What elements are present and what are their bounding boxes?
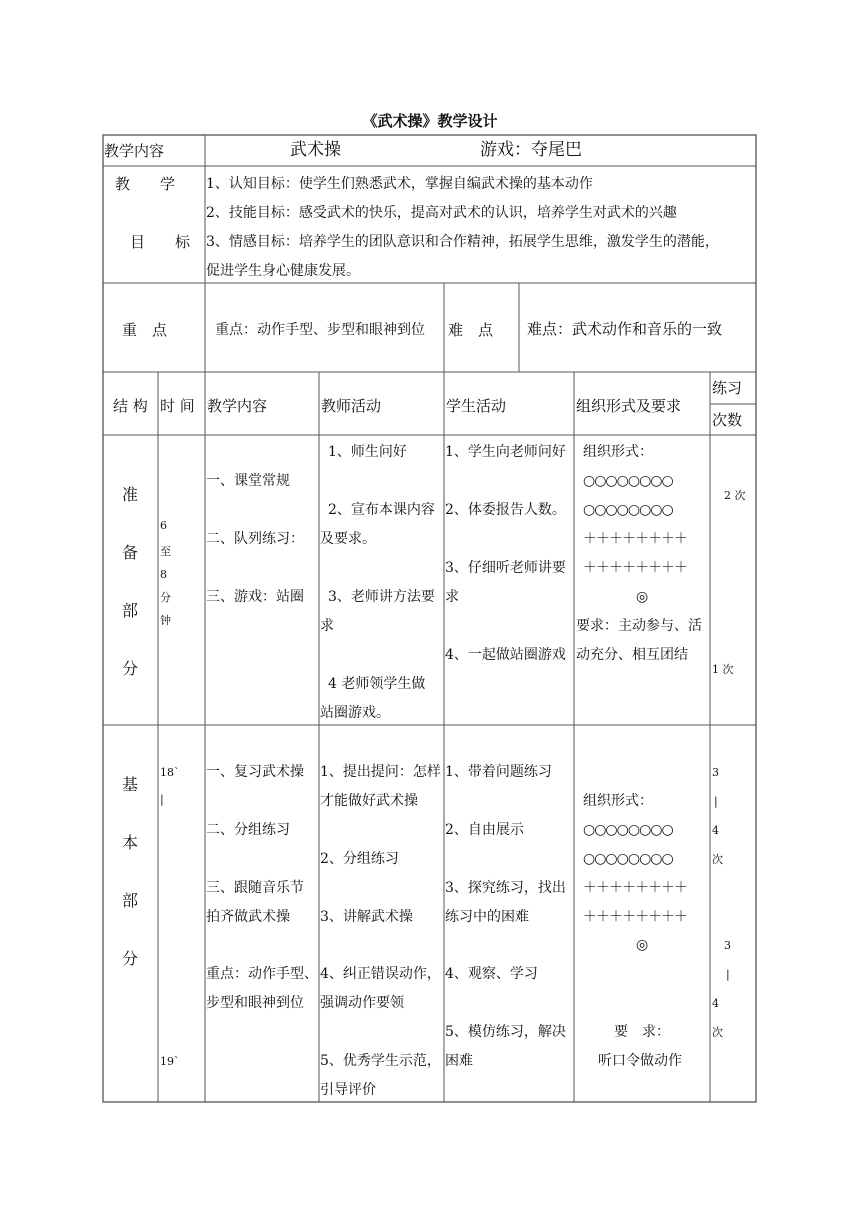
prep-teacher: 站圈游戏。 — [320, 705, 390, 721]
basic-content: 二、分组练习 — [206, 822, 290, 838]
document-title: 《武术操》教学设计 — [362, 112, 498, 130]
prep-student: 4、一起做站圈游戏 — [445, 647, 566, 663]
basic-practice: 次 — [712, 853, 723, 866]
basic-practice: 3 — [724, 939, 731, 952]
basic-teacher: 2、分组练习 — [320, 851, 399, 867]
header-teacher: 教师活动 — [321, 397, 382, 415]
basic-content: 一、复习武术操 — [206, 764, 304, 780]
basic-org: 要 求： — [614, 1024, 670, 1040]
prep-practice: 2 次 — [724, 489, 746, 502]
prep-time: 6 — [160, 519, 167, 532]
header-structure: 结 构 — [113, 397, 148, 415]
basic-org-formation: ＋＋＋＋＋＋＋＋ — [583, 880, 687, 896]
basic-teacher: 才能做好武术操 — [320, 793, 418, 809]
prep-org-formation: ＋＋＋＋＋＋＋＋ — [583, 560, 687, 576]
prep-org: 组织形式： — [583, 444, 653, 460]
basic-practice: | — [726, 968, 730, 981]
difficulty-point: 难点：武术动作和音乐的一致 — [527, 320, 723, 338]
prep-time: 至 — [160, 545, 171, 558]
prep-student: 1、学生向老师问好 — [445, 444, 566, 460]
basic-content: 重点：动作手型、 — [206, 966, 318, 982]
basic-student: 困难 — [445, 1053, 473, 1069]
prep-content: 二、队列练习： — [206, 531, 304, 547]
basic-teacher: 3、讲解武术操 — [320, 909, 413, 925]
basic-org-formation: ○○○○○○○○ — [583, 822, 673, 838]
basic-student: 1、带着问题练习 — [445, 764, 552, 780]
basic-practice: | — [714, 795, 718, 808]
prep-teacher: 3、老师讲方法要 — [328, 589, 435, 605]
basic-teacher: 强调动作要领 — [320, 995, 404, 1011]
section-prep: 准 备 部 分 — [121, 485, 138, 678]
basic-time: 19` — [160, 1055, 180, 1068]
header-org: 组织形式及要求 — [576, 397, 682, 415]
basic-content: 步型和眼神到位 — [206, 995, 304, 1011]
header-practice-b: 次数 — [712, 411, 743, 429]
goals-label-a: 教 学 — [115, 175, 176, 193]
teacher-position-marker: ◎ — [636, 589, 649, 605]
prep-teacher: 2、宣布本课内容 — [328, 502, 435, 518]
basic-org: 组织形式： — [583, 793, 653, 809]
prep-org-formation: ○○○○○○○○ — [583, 473, 673, 489]
prep-org: 要求：主动参与、活 — [576, 618, 702, 634]
prep-student: 2、体委报告人数。 — [445, 502, 566, 518]
header-student: 学生活动 — [446, 397, 507, 415]
section-basic: 基 本 部 分 — [121, 775, 138, 968]
prep-practice: 1 次 — [712, 663, 734, 676]
basic-content: 拍齐做武术操 — [206, 909, 290, 925]
prep-student: 求 — [445, 589, 459, 605]
basic-student: 3、探究练习，找出 — [445, 880, 566, 896]
difficulty-label: 难 点 — [448, 321, 494, 339]
prep-teacher: 求 — [320, 618, 334, 634]
basic-teacher: 4、纠正错误动作， — [320, 966, 441, 982]
key-label: 重 点 — [122, 321, 168, 339]
basic-time: 18` — [160, 766, 180, 779]
basic-practice: 4 — [712, 824, 719, 837]
prep-org-formation: ○○○○○○○○ — [583, 502, 673, 518]
prep-content: 一、课堂常规 — [206, 473, 290, 489]
prep-time: 8 — [160, 568, 167, 581]
basic-student: 2、自由展示 — [445, 822, 524, 838]
prep-student: 3、仔细听老师讲要 — [445, 560, 566, 576]
basic-teacher: 引导评价 — [320, 1082, 376, 1098]
basic-practice: 4 — [712, 997, 719, 1010]
basic-teacher: 1、提出提问：怎样 — [320, 764, 441, 780]
basic-practice: 次 — [712, 1026, 723, 1039]
lesson-game: 游戏：夺尾巴 — [480, 140, 582, 160]
prep-org: 动充分、相互团结 — [576, 647, 688, 663]
goal-line: 3、情感目标：培养学生的团队意识和合作精神，拓展学生思维，激发学生的潜能， — [206, 234, 719, 250]
goal-line: 促进学生身心健康发展。 — [206, 263, 360, 279]
prep-teacher: 1、师生问好 — [328, 444, 407, 460]
goal-line: 1、认知目标：使学生们熟悉武术，掌握自编武术操的基本动作 — [206, 176, 593, 192]
basic-practice: 3 — [712, 766, 719, 779]
teacher-position-marker: ◎ — [636, 937, 649, 953]
prep-teacher: 4 老师领学生做 — [328, 676, 426, 692]
lesson-content: 武术操 — [290, 140, 341, 160]
prep-time: 分 — [160, 591, 171, 604]
prep-org-formation: ＋＋＋＋＋＋＋＋ — [583, 531, 687, 547]
prep-time: 钟 — [160, 614, 171, 627]
basic-org-formation: ＋＋＋＋＋＋＋＋ — [583, 909, 687, 925]
row-label-content: 教学内容 — [104, 142, 165, 160]
header-content: 教学内容 — [207, 397, 268, 415]
header-time: 时 间 — [160, 397, 195, 415]
basic-org-formation: ○○○○○○○○ — [583, 851, 673, 867]
basic-teacher: 5、优秀学生示范， — [320, 1053, 441, 1069]
basic-student: 4、观察、学习 — [445, 966, 538, 982]
basic-content: 三、跟随音乐节 — [206, 880, 304, 896]
basic-org: 听口令做动作 — [598, 1053, 682, 1069]
goals-label-b: 目 标 — [130, 233, 191, 251]
basic-student: 5、模仿练习，解决 — [445, 1024, 566, 1040]
prep-teacher: 及要求。 — [320, 531, 376, 547]
goal-line: 2、技能目标：感受武术的快乐，提高对武术的认识，培养学生对武术的兴趣 — [206, 205, 677, 221]
key-point: 重点：动作手型、步型和眼神到位 — [215, 322, 425, 338]
basic-student: 练习中的困难 — [445, 909, 529, 925]
header-practice-a: 练习 — [712, 379, 743, 397]
basic-time: | — [160, 793, 164, 806]
prep-content: 三、游戏：站圈 — [206, 589, 304, 605]
